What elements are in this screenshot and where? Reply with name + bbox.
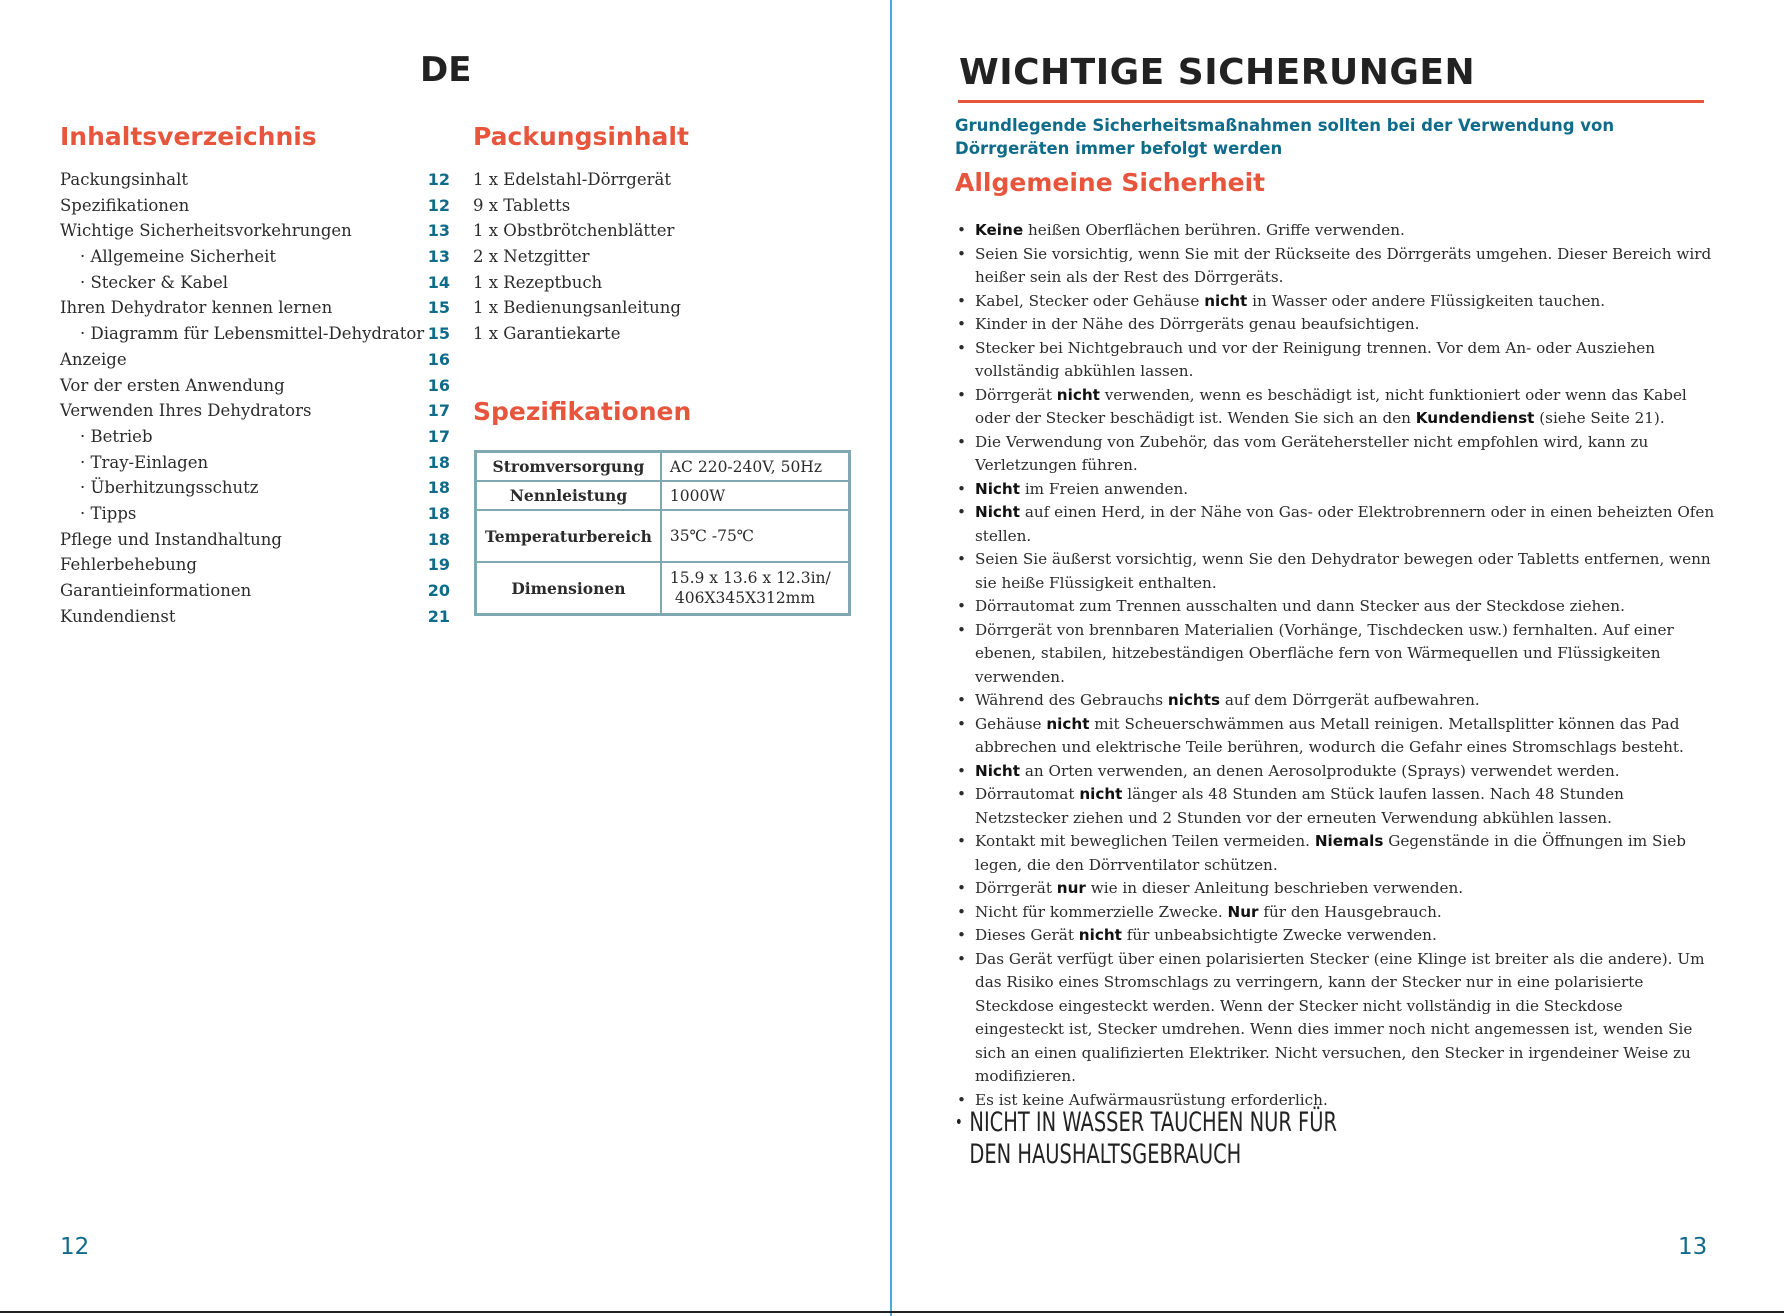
specifications-heading: Spezifikationen xyxy=(473,397,692,426)
safety-item: • Nicht für kommerzielle Zwecke. Nur für den Hausgebrauch. xyxy=(955,901,1715,925)
toc-label: Pflege und Instandhaltung xyxy=(60,529,282,549)
toc-page-number: 12 xyxy=(427,170,450,189)
safety-item: • Dörrgerät nur wie in dieser Anleitung beschrieben verwenden. xyxy=(955,877,1715,901)
package-item: 1 x Obstbrötchenblätter xyxy=(473,221,675,241)
package-item: 2 x Netzgitter xyxy=(473,247,590,267)
toc-entry xyxy=(60,350,450,376)
safety-item: • Stecker bei Nichtgebrauch und vor der Reinigung trennen. Vor dem An- oder Ausziehen vollständig abkühlen lassen. xyxy=(955,337,1715,384)
page-divider xyxy=(890,0,892,1316)
toc-entry xyxy=(60,530,450,556)
toc-entry xyxy=(60,581,450,607)
toc-entry xyxy=(60,298,450,324)
safety-item: • Kontakt mit beweglichen Teilen vermeiden. Niemals Gegenstände in die Öffnungen im Sieb legen, die den Dörrventilator schützen. xyxy=(955,830,1715,877)
toc-page-number: 13 xyxy=(427,221,450,241)
right-page xyxy=(893,0,1784,1316)
specifications-table xyxy=(474,450,851,616)
toc-entry xyxy=(60,273,450,299)
package-item: 1 x Rezeptbuch xyxy=(473,272,603,292)
safety-item: • Nicht im Freien anwenden. xyxy=(955,478,1715,502)
bottom-edge-line xyxy=(0,1311,1784,1313)
toc-entry xyxy=(60,555,450,581)
spec-value: 35℃ -75℃ xyxy=(661,510,850,562)
toc-heading: Inhaltsverzeichnis xyxy=(60,122,317,151)
toc-entry xyxy=(60,170,450,196)
spec-row xyxy=(476,510,850,562)
toc-label: · Überhitzungsschutz xyxy=(80,478,259,498)
warning-notice xyxy=(955,1107,1337,1171)
toc-label: Vor der ersten Anwendung xyxy=(60,375,285,395)
safety-item: • Dörrautomat zum Trennen ausschalten und dann Stecker aus der Steckdose ziehen. xyxy=(955,595,1715,619)
safety-item: • Die Verwendung von Zubehör, das vom Gerätehersteller nicht empfohlen wird, kann zu Verletzungen führen. xyxy=(955,431,1715,478)
toc-page-number: 15 xyxy=(427,298,450,318)
toc-label: Packungsinhalt xyxy=(60,170,188,189)
package-item: 1 x Edelstahl-Dörrgerät xyxy=(473,170,671,189)
toc-page-number: 17 xyxy=(427,401,450,421)
toc-page-number: 17 xyxy=(427,426,450,446)
spec-row xyxy=(476,452,850,482)
toc-label: Kundendienst xyxy=(60,606,176,626)
toc-entry xyxy=(60,324,450,350)
package-contents-list xyxy=(473,170,681,350)
toc-label: · Allgemeine Sicherheit xyxy=(80,247,277,267)
safety-item: • Es ist keine Aufwärmausrüstung erforderlich. xyxy=(955,1089,1715,1113)
toc-page-number: 15 xyxy=(427,324,450,344)
toc-label: · Tray-Einlagen xyxy=(80,452,209,472)
toc-entry xyxy=(60,427,450,453)
package-item: 1 x Garantiekarte xyxy=(473,324,621,344)
safety-item: • Seien Sie äußerst vorsichtig, wenn Sie den Dehydrator bewegen oder Tabletts entfernen, wenn sie heiße Flüssigkeit enthalten. xyxy=(955,548,1715,595)
safety-item: • Dieses Gerät nicht für unbeabsichtigte Zwecke verwenden. xyxy=(955,924,1715,948)
table-of-contents xyxy=(60,170,450,632)
toc-entry xyxy=(60,453,450,479)
toc-label: Wichtige Sicherheitsvorkehrungen xyxy=(60,221,352,241)
spec-row xyxy=(476,562,850,615)
safety-item: • Kabel, Stecker oder Gehäuse nicht in Wasser oder andere Flüssigkeiten tauchen. xyxy=(955,290,1715,314)
toc-entry xyxy=(60,401,450,427)
toc-page-number: 16 xyxy=(427,349,450,369)
safety-intro: Grundlegende Sicherheitsmaßnahmen sollten bei der Verwendung von Dörrgeräten immer befolgt werden xyxy=(955,116,1615,158)
safety-item: • Während des Gebrauchs nichts auf dem Dörrgerät aufbewahren. xyxy=(955,689,1715,713)
toc-label: Fehlerbehebung xyxy=(60,555,197,575)
safety-item: • Dörrgerät nicht verwenden, wenn es beschädigt ist, nicht funktioniert oder wenn das Kabel oder der Stecker beschädigt ist. Wenden Sie sich an den Kundendienst (siehe Seite 21). xyxy=(955,384,1715,431)
package-item: 1 x Bedienungsanleitung xyxy=(473,298,681,318)
safety-item: • Nicht an Orten verwenden, an denen Aerosolprodukte (Sprays) verwendet werden. xyxy=(955,760,1715,784)
safety-item: • Keine heißen Oberflächen berühren. Griffe verwenden. xyxy=(955,219,1715,243)
toc-label: · Betrieb xyxy=(80,426,153,446)
toc-page-number: 18 xyxy=(427,529,450,549)
safety-item: • Das Gerät verfügt über einen polarisierten Stecker (eine Klinge ist breiter als die andere). Um das Risiko eines Stromschlags zu verringern, kann der Stecker nur in eine polarisierte Steckdose eingesteckt werden. Wenn der Stecker nicht vollständig in die Steckdose eingesteckt ist, Stecker umdrehen. Wenn dies immer noch nicht angemessen ist, wenden Sie sich an einen qualifizierten Elektriker. Nicht versuchen, den Stecker in irgendeiner Weise zu modifizieren. xyxy=(955,948,1715,1089)
toc-page-number: 12 xyxy=(427,195,450,215)
toc-page-number: 20 xyxy=(427,581,450,600)
toc-label: Anzeige xyxy=(60,349,127,369)
toc-page-number: 16 xyxy=(427,375,450,395)
spec-value xyxy=(661,562,850,615)
toc-entry xyxy=(60,504,450,530)
package-contents-heading: Packungsinhalt xyxy=(473,122,689,151)
toc-entry xyxy=(60,376,450,402)
spec-key: Stromversorgung xyxy=(476,452,661,482)
toc-entry xyxy=(60,196,450,222)
safety-item: • Kinder in der Nähe des Dörrgeräts genau beaufsichtigen. xyxy=(955,313,1715,337)
safety-item: • Dörrautomat nicht länger als 48 Stunden am Stück laufen lassen. Nach 48 Stunden Netzstecker ziehen und 2 Stunden vor der erneuten Verwendung abkühlen lassen. xyxy=(955,783,1715,830)
toc-page-number: 18 xyxy=(427,452,450,472)
spec-value: 1000W xyxy=(661,481,850,510)
spec-value: AC 220-240V, 50Hz xyxy=(661,452,850,482)
spec-key: Dimensionen xyxy=(476,562,661,615)
toc-entry xyxy=(60,607,450,633)
package-item: 9 x Tabletts xyxy=(473,195,571,215)
toc-label: · Tipps xyxy=(80,503,137,523)
warning-line: • NICHT IN WASSER TAUCHEN NUR FÜR xyxy=(969,1107,1337,1138)
page-title: WICHTIGE SICHERUNGEN xyxy=(959,52,1476,93)
spec-key: Temperaturbereich xyxy=(476,510,661,562)
toc-entry xyxy=(60,478,450,504)
toc-page-number: 13 xyxy=(427,247,450,267)
toc-label: Ihren Dehydrator kennen lernen xyxy=(60,298,333,318)
toc-page-number: 19 xyxy=(427,555,450,575)
toc-page-number: 21 xyxy=(427,606,450,626)
toc-entry xyxy=(60,247,450,273)
left-page xyxy=(0,0,890,1316)
safety-item: • Dörrgerät von brennbaren Materialien (Vorhänge, Tischdecken usw.) fernhalten. Auf einer ebenen, stabilen, hitzebeständigen Oberfläche fern von Wärmequellen und Flüssigkeiten verwenden. xyxy=(955,619,1715,690)
safety-item: • Gehäuse nicht mit Scheuerschwämmen aus Metall reinigen. Metallsplitter können das Pad abbrechen und elektrische Teile berühren, wodurch die Gefahr eines Stromschlags besteht. xyxy=(955,713,1715,760)
language-code: DE xyxy=(420,50,472,90)
toc-label: Garantieinformationen xyxy=(60,581,252,600)
toc-page-number: 18 xyxy=(427,478,450,498)
title-underline xyxy=(958,100,1704,103)
safety-item: • Nicht auf einen Herd, in der Nähe von Gas- oder Elektrobrennern oder in einen beheizten Ofen stellen. xyxy=(955,501,1715,548)
spec-row xyxy=(476,481,850,510)
page-number-right: 13 xyxy=(1678,1234,1708,1260)
toc-label: Verwenden Ihres Dehydrators xyxy=(60,401,312,421)
toc-label: · Stecker & Kabel xyxy=(80,272,229,292)
toc-entry xyxy=(60,221,450,247)
spec-value-line: 15.9 x 13.6 x 12.3in/ xyxy=(669,569,831,587)
safety-item: • Seien Sie vorsichtig, wenn Sie mit der Rückseite des Dörrgeräts umgehen. Dieser Bereich wird heißer sein als der Rest des Dörrgeräts. xyxy=(955,243,1715,290)
page-number-left: 12 xyxy=(60,1234,90,1260)
spec-value-line: 406X345X312mm xyxy=(674,589,816,607)
section-heading: Allgemeine Sicherheit xyxy=(955,168,1266,197)
safety-list xyxy=(955,219,1715,1112)
toc-page-number: 14 xyxy=(427,272,450,292)
toc-label: · Diagramm für Lebensmittel-Dehydrator xyxy=(80,324,425,344)
toc-page-number: 18 xyxy=(427,503,450,523)
warning-line: DEN HAUSHALTSGEBRAUCH xyxy=(969,1139,1242,1170)
toc-label: Spezifikationen xyxy=(60,195,190,215)
spec-key: Nennleistung xyxy=(476,481,661,510)
